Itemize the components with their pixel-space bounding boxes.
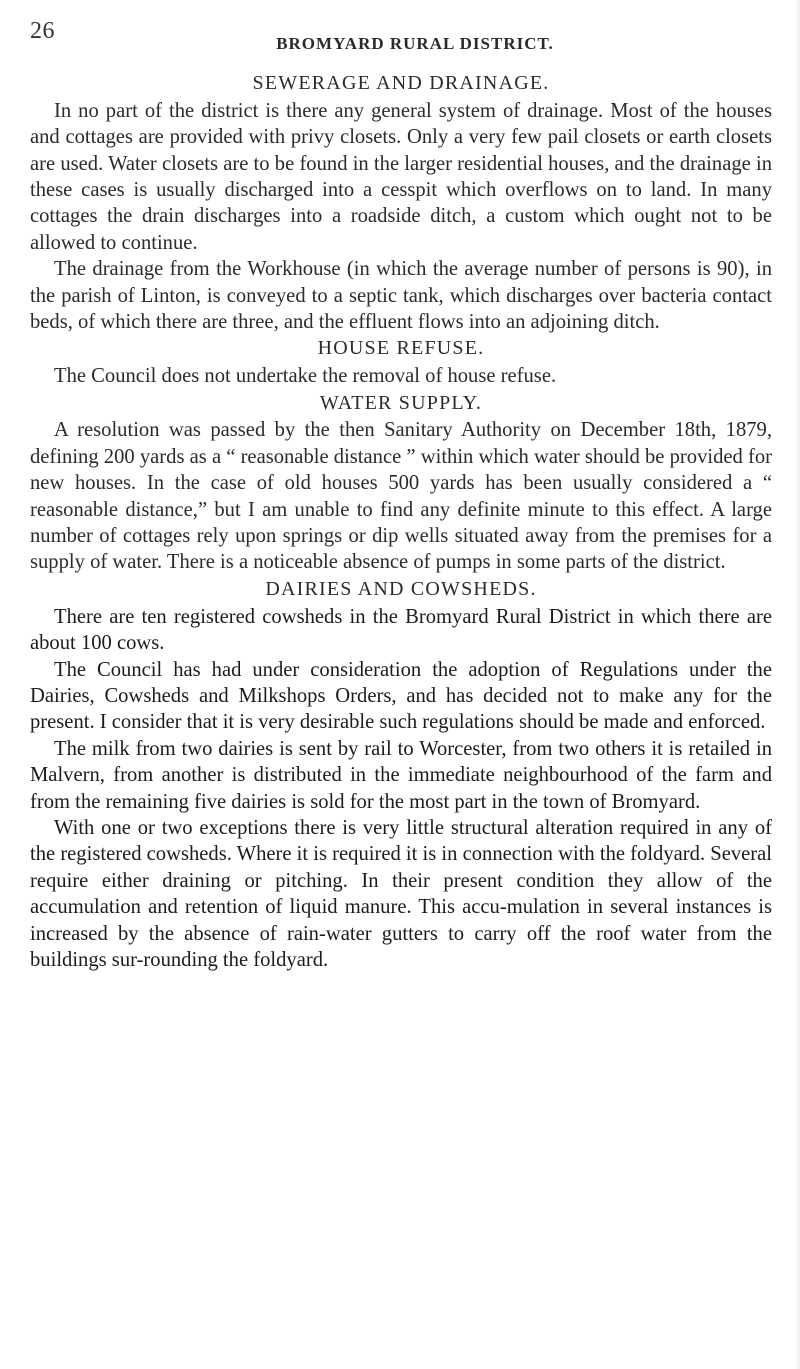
paragraph: With one or two exceptions there is very little structural alteration required in any of the registered cowsheds. Where it is required it is in connection with the foldyard. Several require either draining or pitching. In their present condition they allow of the accumulation and retention of liquid manure. This accu-mulation in several instances is increased by the absence of rain-water gutters to carry off the roof water from the buildings sur-rounding the foldyard.	[30, 816, 772, 971]
paragraph: In no part of the district is there any general system of drainage. Most of the houses and cottages are provided with privy closets. Only a very few pail closets or earth closets are used. Water closets are to be found in the larger residential houses, and the drainage in these cases is usually discharged into a cesspit which overflows on to land. In many cottages the drain discharges into a roadside ditch, a custom which ought not to be allowed to continue.	[30, 99, 772, 254]
page-number: 26	[30, 18, 55, 44]
paragraph: The Council does not undertake the removal of house refuse.	[54, 365, 557, 388]
section-heading: HOUSE REFUSE.	[317, 337, 485, 360]
section-house-refuse	[30, 335, 772, 389]
paragraph: The Council has had under consideration the adoption of Regulations under the Dairies, Cowsheds and Milkshops Orders, and has decided not to make any for the present. I consider that it is very desirable such regulations should be made and enforced.	[30, 658, 772, 734]
paragraph: There are ten registered cowsheds in the Bromyard Rural District in which there are about 100 cows.	[30, 605, 772, 655]
section-heading: WATER SUPPLY.	[319, 391, 483, 414]
paragraph: The drainage from the Workhouse (in which the average number of persons is 90), in the parish of Linton, is conveyed to a septic tank, which discharges over bacteria contact beds, of which there are three, and the effluent flows into an adjoining ditch.	[30, 258, 772, 334]
section-dairies-and-cowsheds	[30, 576, 772, 973]
paragraph: The milk from two dairies is sent by rail to Worcester, from two others it is retailed in Malvern, from another is distributed in the immediate neighbourhood of the farm and from the remaining five dairies is sold for the most part in the town of Bromyard.	[30, 737, 772, 813]
body-text	[30, 70, 772, 973]
section-heading: DAIRIES AND COWSHEDS.	[265, 577, 537, 600]
paragraph: A resolution was passed by the then Sanitary Authority on December 18th, 1879, defining 200 yards as a “ reasonable distance ” within which water should be provided for new houses. In the case of old houses 500 yards has been usually considered a “ reasonable distance,” but I am unable to find any definite minute to this effect. A large number of cottages rely upon springs or dip wells situated away from the premises for a supply of water. There is a noticeable absence of pumps in some parts of the district.	[30, 419, 772, 574]
page-edge-shading	[794, 0, 800, 1369]
section-sewerage-and-drainage	[30, 70, 772, 335]
section-heading: SEWERAGE AND DRAINAGE.	[252, 72, 550, 94]
section-water-supply	[30, 390, 772, 576]
running-head: BROMYARD RURAL DISTRICT.	[276, 34, 554, 53]
